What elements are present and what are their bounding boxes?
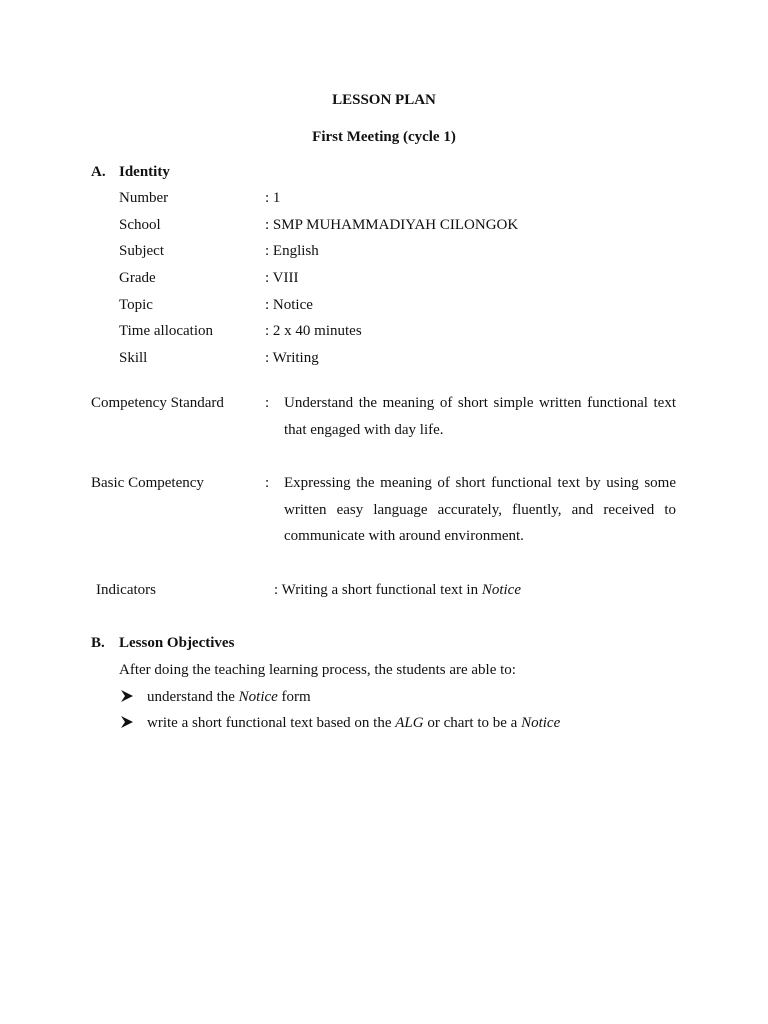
- section-a-letter: A.: [91, 164, 106, 180]
- identity-label-school: School: [119, 217, 161, 233]
- objectives-intro: After doing the teaching learning process, the students are able to:: [119, 662, 516, 678]
- section-b-letter: B.: [91, 635, 105, 651]
- identity-value-time: : 2 x 40 minutes: [265, 323, 362, 339]
- indicators-value-italic: Notice: [481, 582, 521, 598]
- identity-value-skill: : Writing: [265, 350, 319, 366]
- identity-label-number: Number: [119, 190, 169, 206]
- competency-standard-colon: :: [265, 395, 270, 411]
- section-b-heading: Lesson Objectives: [119, 635, 235, 651]
- identity-label-subject: Subject: [119, 243, 164, 259]
- competency-standard-text: [284, 390, 676, 443]
- basic-competency-colon: :: [265, 475, 270, 491]
- basic-competency-label: Basic Competency: [91, 475, 204, 491]
- objective-item-1-italic: Notice: [238, 689, 278, 705]
- document-subtitle: First Meeting (cycle 1): [312, 129, 456, 145]
- identity-label-time: Time allocation: [119, 323, 214, 339]
- indicators-label: Indicators: [96, 582, 156, 598]
- identity-label-topic: Topic: [119, 297, 153, 313]
- identity-label-grade: Grade: [119, 270, 156, 286]
- indicators-value-text: : Writing a short functional text in: [274, 582, 482, 598]
- basic-competency-line-3: communicate with around environment.: [284, 528, 524, 544]
- objective-item-1-text: understand the: [147, 689, 239, 705]
- objective-item-2: [147, 714, 560, 732]
- objective-item-1-text-end: form: [277, 689, 311, 705]
- identity-value-subject: : English: [265, 243, 319, 259]
- competency-standard-line-2: that engaged with day life.: [284, 421, 444, 438]
- document-title: LESSON PLAN: [332, 92, 436, 108]
- objective-item-1: [147, 688, 311, 706]
- identity-value-topic: : Notice: [265, 297, 313, 313]
- identity-value-grade: : VIII: [265, 270, 299, 286]
- arrow-bullet-icon: [121, 716, 133, 728]
- objective-item-2-italic: ALG: [395, 715, 424, 731]
- competency-standard-label: Competency Standard: [91, 395, 224, 411]
- section-a-heading: Identity: [119, 164, 170, 180]
- competency-standard-line-1: Understand the meaning of short simple written functional text: [284, 395, 676, 411]
- basic-competency-line-2: written easy language accurately, fluently, and received to: [284, 501, 676, 518]
- objective-item-2-text: write a short functional text based on the: [147, 715, 396, 731]
- identity-label-skill: Skill: [119, 350, 148, 366]
- objective-item-2-italic-2: Notice: [521, 715, 561, 731]
- indicators-value: [274, 581, 521, 599]
- identity-value-school: : SMP MUHAMMADIYAH CILONGOK: [265, 217, 519, 233]
- basic-competency-text: [284, 470, 676, 550]
- objective-item-2-text-mid: or chart to be a: [423, 715, 522, 731]
- basic-competency-line-1: Expressing the meaning of short functional text by using some: [284, 475, 676, 491]
- arrow-bullet-icon: [121, 690, 133, 702]
- identity-value-number: : 1: [265, 190, 281, 206]
